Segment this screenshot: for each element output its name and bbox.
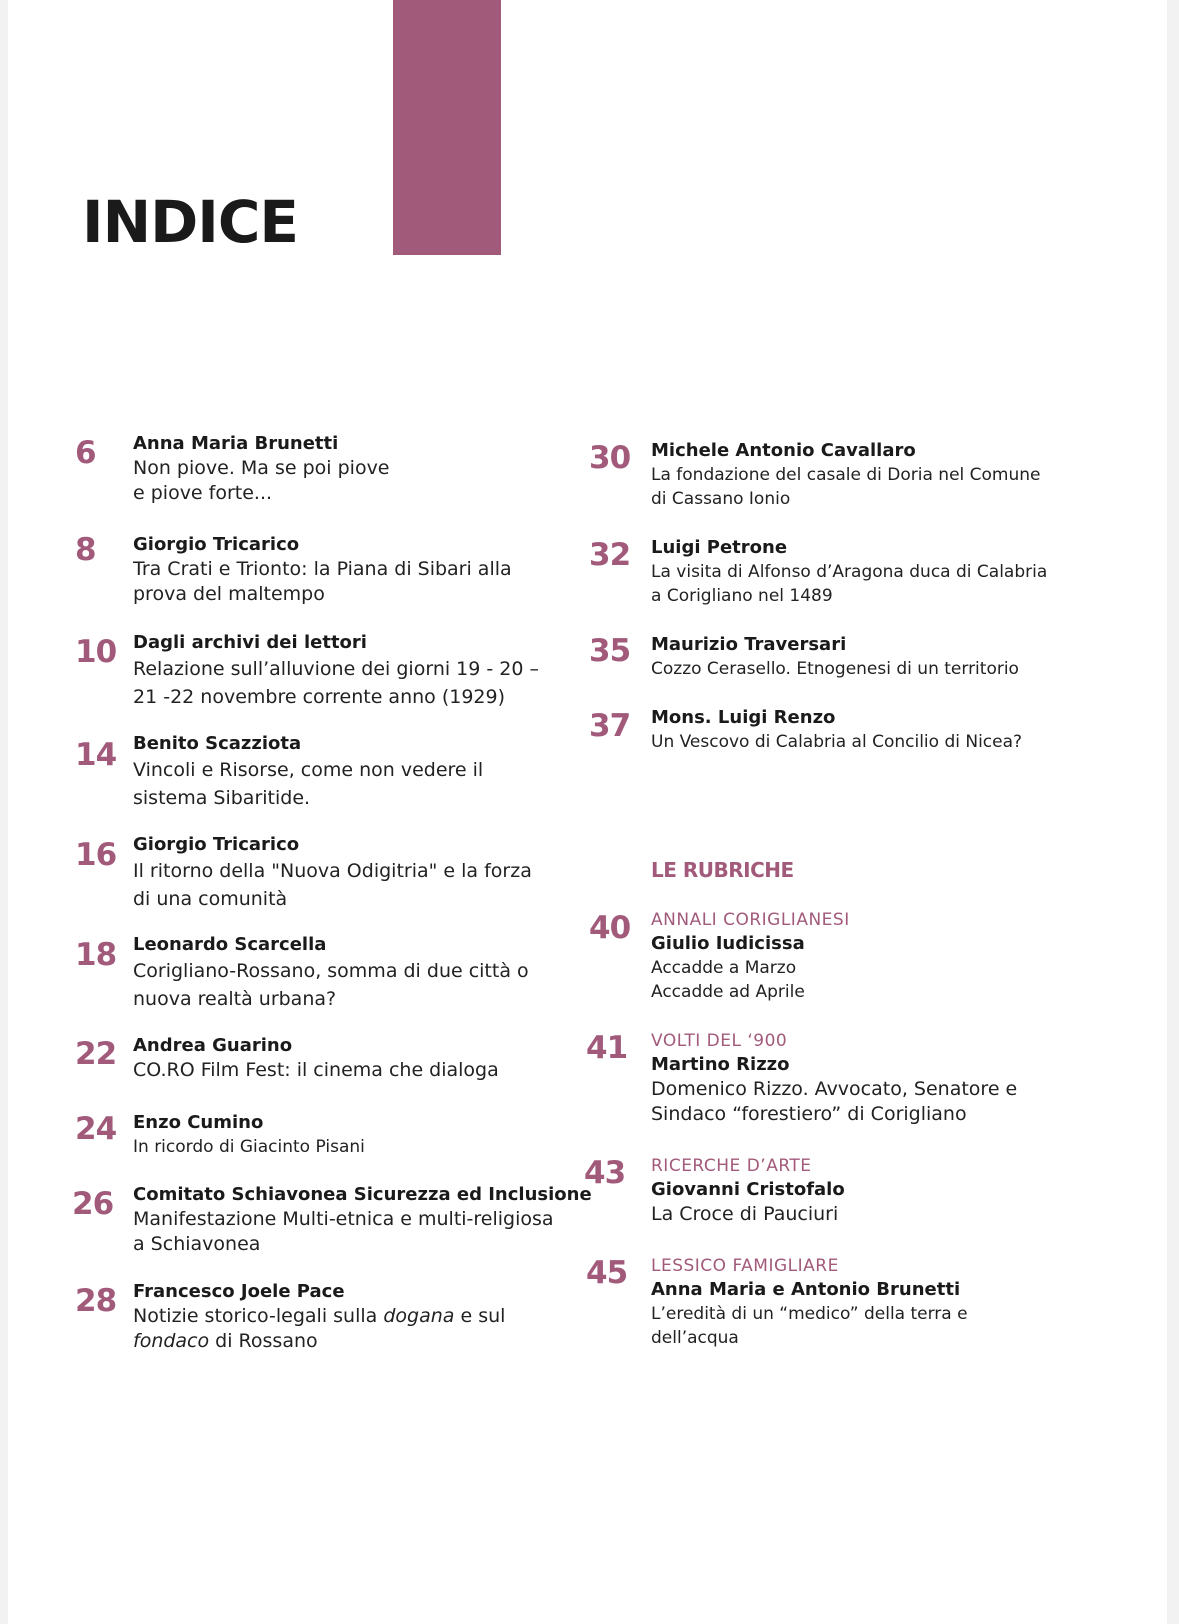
entry-author: Dagli archivi dei lettori: [133, 632, 367, 653]
entry-title: CO.RO Film Fest: il cinema che dialoga: [133, 1059, 499, 1081]
entry-title: Manifestazione Multi-etnica e multi-religiosa a Schiavonea: [133, 1208, 554, 1255]
italic-term: dogana: [383, 1305, 455, 1327]
page-title: INDICE: [82, 188, 299, 256]
rubrica-section-label: RICERCHE D’ARTE: [651, 1156, 812, 1176]
page-number: 10: [75, 634, 117, 670]
page-number: 43: [584, 1155, 626, 1191]
entry-title: Un Vescovo di Calabria al Concilio di Nicea?: [651, 732, 1023, 752]
page-number: 32: [589, 537, 631, 573]
entry-title: Vincoli e Risorse, come non vedere il sistema Sibaritide.: [133, 759, 484, 809]
page-edge-right: [1167, 0, 1179, 1624]
page-number: 6: [75, 435, 96, 471]
page-number: 8: [75, 532, 96, 568]
entry-author: Andrea Guarino: [133, 1035, 293, 1056]
rubrica-section-label: VOLTI DEL ‘900: [651, 1031, 788, 1051]
entry-title: Accadde a Marzo Accadde ad Aprile: [651, 958, 805, 1002]
entry-author: Enzo Cumino: [133, 1112, 264, 1133]
page-number: 35: [589, 633, 631, 669]
rubriche-heading: LE RUBRICHE: [651, 858, 794, 882]
page-number: 22: [75, 1036, 117, 1072]
entry-title: Cozzo Cerasello. Etnogenesi di un territorio: [651, 659, 1019, 679]
entry-title: Domenico Rizzo. Avvocato, Senatore e Sindaco “forestiero” di Corigliano: [651, 1078, 1018, 1125]
entry-author: Giovanni Cristofalo: [651, 1179, 845, 1200]
entry-title: L’eredità di un “medico” della terra e dell’acqua: [651, 1304, 968, 1348]
entry-author: Luigi Petrone: [651, 537, 788, 558]
entry-title: Corigliano-Rossano, somma di due città o nuova realtà urbana?: [133, 960, 529, 1010]
entry-author: Martino Rizzo: [651, 1054, 790, 1075]
page-number: 16: [75, 837, 117, 873]
page-number: 45: [586, 1255, 628, 1291]
accent-bar: [393, 0, 501, 255]
entry-title: La fondazione del casale di Doria nel Comune di Cassano Ionio: [651, 465, 1041, 509]
page-number: 30: [589, 440, 631, 476]
entry-author: Michele Antonio Cavallaro: [651, 440, 916, 461]
page-number: 41: [586, 1030, 628, 1066]
rubrica-section-label: ANNALI CORIGLIANESI: [651, 910, 850, 930]
entry-author: Mons. Luigi Renzo: [651, 707, 836, 728]
entry-author: Comitato Schiavonea Sicurezza ed Inclusione: [133, 1184, 592, 1205]
page-number: 28: [75, 1283, 117, 1319]
entry-author: Anna Maria e Antonio Brunetti: [651, 1279, 961, 1300]
entry-author: Anna Maria Brunetti: [133, 433, 339, 454]
page-number: 37: [589, 708, 631, 744]
entry-author: Leonardo Scarcella: [133, 934, 327, 955]
entry-author: Benito Scazziota: [133, 733, 302, 754]
entry-author: Giorgio Tricarico: [133, 834, 300, 855]
entry-title: Tra Crati e Trionto: la Piana di Sibari alla prova del maltempo: [133, 558, 512, 605]
page-number: 14: [75, 737, 117, 773]
page-number: 18: [75, 937, 117, 973]
page-edge-left: [0, 0, 8, 1624]
entry-author: Francesco Joele Pace: [133, 1281, 345, 1302]
page-number: 26: [72, 1186, 114, 1222]
entry-title: Relazione sull’alluvione dei giorni 19 - 20 – 21 -22 novembre corrente anno (1929): [133, 658, 540, 708]
italic-term: fondaco: [133, 1330, 210, 1352]
rubrica-section-label: LESSICO FAMIGLIARE: [651, 1256, 839, 1276]
page-number: 40: [589, 910, 631, 946]
entry-author: Maurizio Traversari: [651, 634, 847, 655]
entry-title: Il ritorno della "Nuova Odigitria" e la forza di una comunità: [133, 860, 532, 910]
entry-author: Giulio Iudicissa: [651, 933, 805, 954]
page-number: 24: [75, 1111, 117, 1147]
entry-title: In ricordo di Giacinto Pisani: [133, 1137, 365, 1157]
entry-author: Giorgio Tricarico: [133, 534, 300, 555]
entry-title: La Croce di Pauciuri: [651, 1203, 839, 1225]
entry-title: Non piove. Ma se poi piove e piove forte...: [133, 457, 390, 504]
entry-title: Notizie storico-legali sulla dogana e sul fondaco di Rossano: [133, 1305, 506, 1352]
entry-title: La visita di Alfonso d’Aragona duca di Calabria a Corigliano nel 1489: [651, 562, 1048, 606]
